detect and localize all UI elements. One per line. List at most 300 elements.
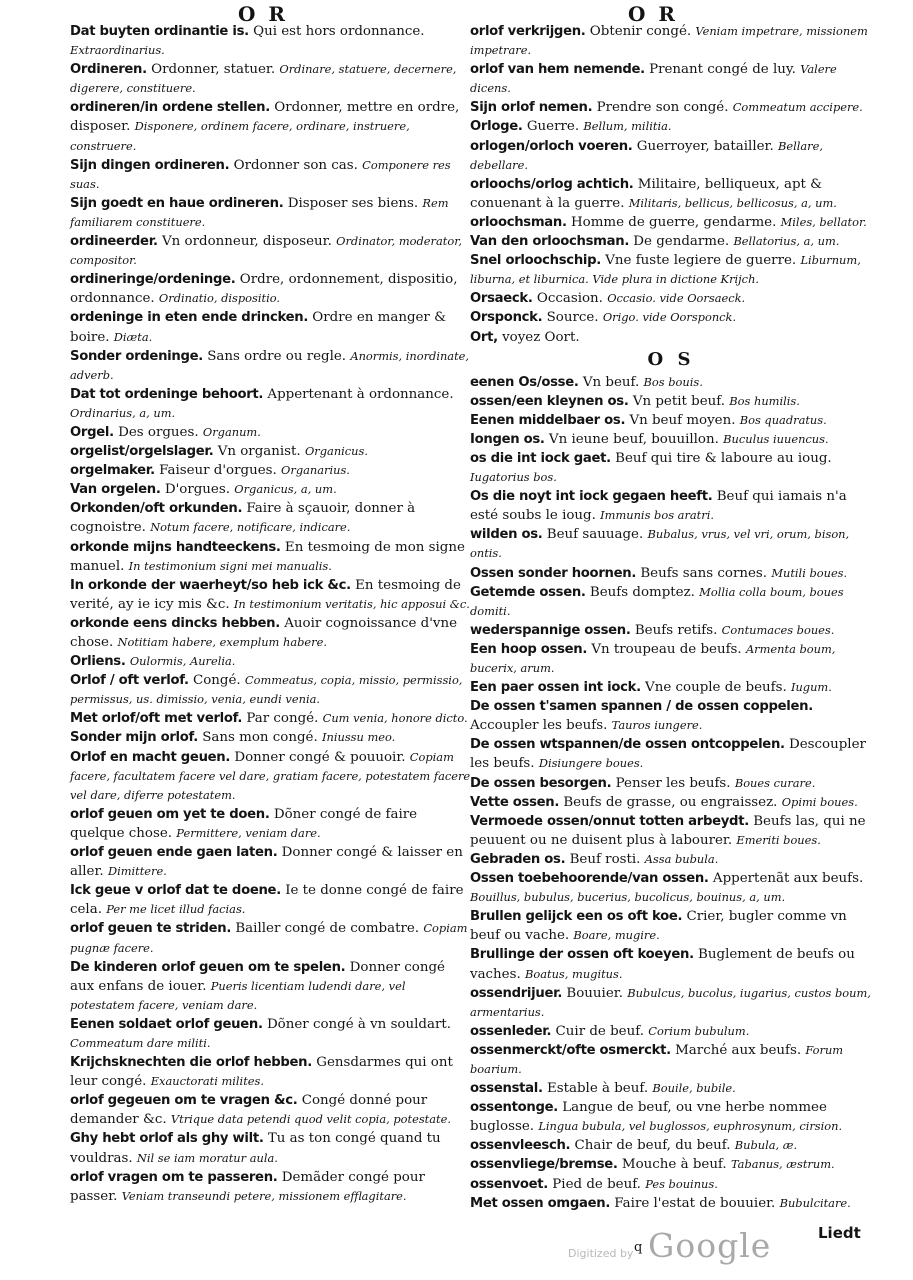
dictionary-entry — [470, 308, 872, 327]
latin-gloss: Tabanus, æstrum. — [730, 1157, 835, 1172]
dictionary-entry — [70, 538, 472, 576]
headword: ordineren/in ordene stellen. — [70, 100, 270, 116]
headword: Vermoede ossen/onnut totten arbeydt. — [470, 813, 749, 829]
digitized-by-text: Digitized by — [568, 1247, 634, 1260]
dictionary-entry — [470, 430, 872, 449]
headword: Met orlof/oft met verlof. — [70, 711, 243, 727]
dictionary-entry — [70, 60, 472, 98]
headword: orgelist/orgelslager. — [70, 444, 214, 460]
headword: os die int iock gaet. — [470, 450, 611, 466]
french-gloss: Ordre en manger & boire. — [70, 310, 447, 345]
dictionary-entry — [470, 1194, 872, 1213]
latin-gloss: Ordinarius, a, um. — [70, 405, 176, 420]
french-gloss: Sans ordre ou regle. — [207, 348, 347, 364]
dictionary-entry — [70, 499, 472, 537]
latin-gloss: Permittere, veniam dare. — [176, 825, 321, 840]
latin-gloss: Ordinator, moderator, compositor. — [70, 234, 463, 268]
french-gloss: Guerroyer, batailler. — [636, 138, 774, 154]
french-gloss: Vn beuf. — [582, 374, 640, 390]
french-gloss: Vn organist. — [217, 444, 301, 460]
french-gloss: Gensdarmes qui ont leur congé. — [70, 1055, 453, 1090]
latin-gloss: Immunis bos aratri. — [600, 508, 714, 523]
google-watermark: Google — [648, 1226, 772, 1265]
french-gloss: Beuf qui iamais n'a esté soubs le ioug. — [470, 489, 847, 524]
dictionary-entry — [470, 1098, 872, 1136]
latin-gloss: Boatus, mugitus. — [525, 966, 623, 981]
french-gloss: Bailler congé de combatre. — [235, 921, 420, 937]
latin-gloss: Cum venia, honore dicto. — [322, 711, 468, 726]
headword: Brullen gelijck een os oft koe. — [470, 909, 683, 925]
dictionary-entry — [470, 251, 872, 289]
latin-gloss: Veniam transeundi petere, missionem efflagitare. — [121, 1188, 407, 1203]
latin-gloss: Notum facere, notificare, indicare. — [150, 520, 351, 535]
headword: Iongen os. — [470, 431, 545, 447]
french-gloss: Donner congé & laisser en aller. — [70, 845, 463, 880]
dictionary-entry — [470, 373, 872, 392]
latin-gloss: Vtrique data petendi quod velit copia, potestate. — [170, 1112, 451, 1127]
french-gloss: Vn ordonneur, disposeur. — [162, 234, 332, 250]
headword: ossen/een kleynen os. — [470, 393, 629, 409]
latin-gloss: Bubulcitare. — [779, 1195, 851, 1210]
dictionary-entry — [470, 945, 872, 983]
dictionary-entry — [70, 270, 472, 308]
headword: Van den orloochsman. — [470, 234, 630, 250]
headword: Vette ossen. — [470, 794, 560, 810]
french-gloss: Beufs de grasse, ou engraissez. — [563, 794, 778, 810]
french-gloss: Faiseur d'orgues. — [159, 463, 277, 479]
french-gloss: Disposer ses biens. — [287, 195, 419, 211]
headword: orlof verkrijgen. — [470, 24, 586, 39]
headword: Ghy hebt orlof als ghy wilt. — [70, 1131, 264, 1147]
latin-gloss: Bos quadratus. — [739, 412, 827, 427]
catch-word: Liedt — [818, 1224, 861, 1242]
dictionary-entry — [470, 1155, 872, 1174]
dictionary-entry — [70, 709, 472, 728]
latin-gloss: Oulormis, Aurelia. — [129, 654, 236, 669]
headword: In orkonde der waerheyt/so heb ick &c. — [70, 577, 351, 593]
latin-gloss: Pueris licentiam ludendi dare, vel potestatem facere, veniam dare. — [70, 978, 406, 1012]
headword: De ossen wtspannen/de ossen ontcoppelen. — [470, 737, 785, 753]
dictionary-entry — [470, 289, 872, 308]
latin-gloss: Bos humilis. — [729, 393, 800, 408]
latin-gloss: Militaris, bellicus, bellicosus, a, um. — [628, 195, 837, 210]
french-gloss: Demãder congé pour passer. — [70, 1169, 425, 1204]
latin-gloss: Opimi boues. — [781, 794, 858, 809]
headword: Orliens. — [70, 654, 126, 670]
headword: Sonder ordeninge. — [70, 348, 203, 364]
headword: Een paer ossen int iock. — [470, 680, 641, 696]
latin-gloss: Bouile, bubile. — [652, 1081, 736, 1096]
dictionary-entry — [470, 392, 872, 411]
latin-gloss: Veniam impetrare, missionem impetrare. — [470, 24, 868, 58]
dictionary-entry — [70, 98, 472, 155]
french-gloss: Beufs las, qui ne peuuent ou ne duisent plus à labourer. — [470, 813, 866, 848]
latin-gloss: Boues curare. — [734, 775, 816, 790]
latin-gloss: In testimonium signi mei manualis. — [128, 558, 332, 573]
latin-gloss: Assa bubula. — [644, 851, 719, 866]
latin-gloss: Commeatum accipere. — [732, 100, 863, 115]
headword: De ossen t'samen spannen / de ossen coppelen. — [470, 699, 813, 715]
dictionary-entry — [470, 137, 872, 175]
latin-gloss: Organarius. — [281, 463, 350, 478]
dictionary-entry — [470, 175, 872, 213]
latin-gloss: Iugatorius bos. — [470, 470, 557, 485]
french-gloss: Marché aux beufs. — [675, 1042, 802, 1058]
headword: orgelmaker. — [70, 463, 155, 479]
french-gloss: Accoupler les beufs. — [470, 718, 608, 734]
headword: Van orgelen. — [70, 482, 161, 498]
french-gloss: Beuf sauuage. — [546, 527, 644, 543]
latin-gloss: Liburnum, liburna, et liburnica. Vide plura in dictione Krijch. — [470, 253, 861, 287]
dictionary-entry — [70, 958, 472, 1015]
french-gloss: Appertenant à ordonnance. — [267, 386, 454, 402]
headword: orloochsman. — [470, 214, 567, 230]
dictionary-entry — [70, 671, 472, 709]
latin-gloss: Bubalus, vrus, vel vri, orum, bison, ontis. — [470, 527, 850, 561]
dictionary-entry — [70, 1091, 472, 1129]
french-gloss: Ordonner, statuer. — [151, 62, 276, 78]
french-gloss: Homme de guerre, gendarme. — [570, 214, 777, 230]
dictionary-entry — [70, 1168, 472, 1206]
header-right: O R — [628, 2, 679, 26]
headword: orlof vragen om te passeren. — [70, 1169, 278, 1185]
dictionary-entry — [470, 907, 872, 945]
french-gloss: Congé donné pour demander &c. — [70, 1093, 428, 1128]
french-gloss: Beufs retifs. — [634, 622, 718, 638]
dictionary-entry — [70, 232, 472, 270]
dictionary-entry — [470, 232, 872, 251]
dictionary-entry — [470, 869, 872, 907]
latin-gloss: Copiam facere, facultatem facere vel dare, gratiam facere, potestatem facere vel dare, diferre potestatem. — [70, 749, 471, 802]
latin-gloss: Organicus, a, um. — [234, 482, 337, 497]
french-gloss: Ordre, ordonnement, dispositio, ordonnance. — [70, 272, 458, 307]
latin-gloss: Componere res suas. — [70, 157, 451, 191]
headword: orlof van hem nemende. — [470, 62, 645, 78]
latin-gloss: Commeatus, copia, missio, permissio, permissus, us. dimissio, venia, eundi venia. — [70, 673, 463, 707]
dictionary-entry — [70, 576, 472, 614]
latin-gloss: Disponere, ordinem facere, ordinare, instruere, construere. — [70, 119, 410, 153]
headword: Snel orloochschip. — [470, 253, 601, 269]
headword: Krijchsknechten die orlof hebben. — [70, 1055, 312, 1071]
dictionary-entry — [470, 328, 872, 347]
french-gloss: Qui est hors ordonnance. — [253, 24, 425, 39]
latin-gloss: Boare, mugire. — [573, 928, 660, 943]
latin-gloss: Dimittere. — [107, 864, 167, 879]
headword: Sijn dingen ordineren. — [70, 157, 230, 173]
french-gloss: Faire à sçauoir, donner à cognoistre. — [70, 501, 416, 536]
french-gloss: Source. — [546, 310, 599, 326]
dictionary-entry — [470, 812, 872, 850]
section-heading: O S — [647, 348, 695, 370]
headword: orkonde mijns handteeckens. — [70, 539, 281, 555]
french-gloss: Ie te donne congé de faire cela. — [70, 883, 464, 918]
headword: Orlof / oft verlof. — [70, 673, 189, 689]
headword: ossentonge. — [470, 1100, 558, 1116]
french-gloss: Bouuier. — [566, 985, 623, 1001]
headword: orlof geuen om yet te doen. — [70, 806, 270, 822]
headword: Orsponck. — [470, 310, 543, 326]
latin-gloss: Disiungere boues. — [538, 756, 644, 771]
headword: orlof geuen te striden. — [70, 921, 232, 937]
dictionary-entry — [470, 793, 872, 812]
dictionary-entry — [470, 678, 872, 697]
french-gloss: Prenant congé de luy. — [649, 62, 796, 78]
latin-gloss: Bos bouis. — [643, 374, 703, 389]
french-gloss: Prendre son congé. — [596, 100, 729, 116]
headword: Eenen middelbaer os. — [470, 412, 626, 428]
dictionary-entry — [470, 1041, 872, 1079]
latin-gloss: Bubula, æ. — [734, 1138, 798, 1153]
latin-gloss: Anormis, inordinate, adverb. — [70, 348, 470, 382]
dictionary-entry — [70, 461, 472, 480]
french-gloss: Beufs domptez. — [589, 584, 695, 600]
dictionary-entry — [470, 735, 872, 773]
dictionary-entry — [470, 22, 872, 60]
headword: Ort, — [470, 329, 498, 345]
headword: eenen Os/osse. — [470, 374, 579, 390]
headword: Sonder mijn orlof. — [70, 730, 198, 746]
latin-gloss: Ordinatio, dispositio. — [158, 291, 280, 306]
latin-gloss: Valere dicens. — [470, 62, 837, 96]
latin-gloss: Commeatum dare militi. — [70, 1035, 211, 1050]
french-gloss: Donner congé aux enfans de iouer. — [70, 959, 445, 994]
dictionary-entry — [470, 1022, 872, 1041]
dictionary-entry — [70, 385, 472, 423]
headword: wederspannige ossen. — [470, 622, 631, 638]
headword: orlogen/orloch voeren. — [470, 138, 633, 154]
latin-gloss: Iniussu meo. — [322, 730, 396, 745]
dictionary-entry — [70, 881, 472, 919]
dictionary-entry — [70, 480, 472, 499]
latin-gloss: Nil se iam moratur aula. — [136, 1150, 278, 1165]
french-gloss: Penser les beufs. — [615, 775, 731, 791]
headword: orloochs/orlog achtich. — [470, 176, 634, 192]
french-gloss: Des orgues. — [118, 424, 199, 440]
latin-gloss: Forum boarium. — [470, 1042, 844, 1076]
headword: Brullinge der ossen oft koeyen. — [470, 947, 694, 963]
headword: Sijn goedt en haue ordineren. — [70, 195, 284, 211]
right-column — [470, 22, 872, 1213]
dictionary-entry — [470, 583, 872, 621]
headword: ossenstal. — [470, 1081, 543, 1097]
french-gloss: Dõner congé à vn souldart. — [266, 1016, 451, 1032]
french-gloss: Cuir de beuf. — [555, 1023, 644, 1039]
dictionary-entry — [470, 449, 872, 487]
dictionary-entry — [70, 1015, 472, 1053]
header-left: O R — [238, 2, 289, 26]
left-column — [70, 22, 472, 1206]
dictionary-entry — [70, 652, 472, 671]
french-gloss: Ordonner, mettre en ordre, disposer. — [70, 100, 460, 135]
french-gloss: Beuf qui tire & laboure au ioug. — [615, 450, 832, 466]
dictionary-entry — [70, 614, 472, 652]
latin-gloss: Mollia colla boum, boues domiti. — [470, 584, 844, 618]
french-gloss: En tesmoing de verité, ay ie icy mis &c. — [70, 577, 461, 612]
dictionary-entry — [70, 156, 472, 194]
dictionary-entry — [470, 525, 872, 563]
french-gloss: Mouche à beuf. — [621, 1157, 727, 1173]
french-gloss: En tesmoing de mon signe manuel. — [70, 539, 465, 574]
dictionary-entry — [470, 621, 872, 640]
latin-gloss: Ordinare, statuere, decernere, digerere, constituere. — [70, 62, 457, 96]
french-gloss: voyez Oort. — [502, 329, 580, 345]
headword: Sijn orlof nemen. — [470, 100, 593, 116]
latin-gloss: Bubulcus, bucolus, iugarius, custos boum, armentarius. — [470, 985, 871, 1019]
headword: Ick geue v orlof dat te doene. — [70, 883, 281, 899]
headword: Met ossen omgaen. — [470, 1195, 611, 1211]
latin-gloss: Tauros iungere. — [611, 718, 703, 733]
french-gloss: Occasion. — [536, 291, 603, 307]
french-gloss: Ordonner son cas. — [233, 157, 358, 173]
dictionary-entry — [470, 98, 872, 117]
headword: ordineringe/ordeninge. — [70, 272, 236, 288]
dictionary-entry — [470, 213, 872, 232]
headword: De kinderen orlof geuen om te spelen. — [70, 959, 346, 975]
dictionary-entry — [70, 1053, 472, 1091]
french-gloss: Descoupler les beufs. — [470, 737, 866, 772]
dictionary-entry — [70, 1129, 472, 1167]
dictionary-entry — [70, 748, 472, 805]
latin-gloss: Miles, bellator. — [780, 214, 867, 229]
headword: Orsaeck. — [470, 291, 533, 307]
headword: ossenmerckt/ofte osmerckt. — [470, 1042, 671, 1058]
headword: wilden os. — [470, 527, 543, 543]
headword: Orkonden/oft orkunden. — [70, 501, 243, 517]
headword: De ossen besorgen. — [470, 775, 612, 791]
french-gloss: Buglement de beufs ou vaches. — [470, 947, 855, 982]
latin-gloss: Pes bouinus. — [645, 1176, 718, 1191]
french-gloss: Vne couple de beufs. — [645, 680, 787, 696]
french-gloss: Pied de beuf. — [552, 1176, 641, 1192]
latin-gloss: Buculus iuuencus. — [723, 431, 829, 446]
dictionary-entry — [70, 442, 472, 461]
latin-gloss: Origo. vide Oorsponck. — [602, 310, 737, 325]
headword: Dat buyten ordinantie is. — [70, 24, 249, 39]
french-gloss: Par congé. — [246, 711, 319, 727]
headword: Gebraden os. — [470, 851, 566, 867]
headword: orlof geuen ende gaen laten. — [70, 845, 278, 861]
headword: Orloge. — [470, 119, 523, 135]
french-gloss: Tu as ton congé quand tu vouldras. — [70, 1131, 441, 1166]
dictionary-entry — [470, 1079, 872, 1098]
french-gloss: Congé. — [192, 673, 241, 689]
dictionary-entry — [470, 411, 872, 430]
french-gloss: Crier, bugler comme vn beuf ou vache. — [470, 909, 847, 944]
latin-gloss: Copiam pugnæ facere. — [70, 921, 468, 955]
french-gloss: Vn troupeau de beufs. — [591, 641, 742, 657]
latin-gloss: Bouillus, bubulus, bucerius, bucolicus, bouinus, a, um. — [470, 890, 786, 905]
latin-gloss: Rem familiarem constituere. — [70, 195, 449, 229]
latin-gloss: Organicus. — [304, 444, 368, 459]
dictionary-entry — [70, 347, 472, 385]
latin-gloss: Extraordinarius. — [70, 43, 165, 58]
latin-gloss: Bellum, militia. — [583, 119, 672, 134]
headword: Orgel. — [70, 424, 114, 440]
headword: ossenvliege/bremse. — [470, 1157, 618, 1173]
dictionary-entry — [470, 487, 872, 525]
headword: ossenleder. — [470, 1023, 552, 1039]
latin-gloss: Notitiam habere, exemplum habere. — [117, 635, 327, 649]
dictionary-entry — [70, 194, 472, 232]
french-gloss: Beufs sans cornes. — [640, 565, 768, 581]
headword: ordineerder. — [70, 234, 158, 250]
french-gloss: D'orgues. — [164, 482, 230, 498]
page-number: q — [634, 1240, 643, 1255]
dictionary-entry — [70, 22, 472, 60]
latin-gloss: Contumaces boues. — [721, 622, 835, 637]
french-gloss: Vn petit beuf. — [632, 393, 726, 409]
latin-gloss: Per me licet illud facias. — [106, 902, 246, 917]
french-gloss: Vn ieune beuf, bouuillon. — [548, 431, 719, 447]
french-gloss: Chair de beuf, du beuf. — [574, 1138, 731, 1154]
dictionary-entry — [70, 423, 472, 442]
dictionary-entry — [470, 117, 872, 136]
dictionary-entry — [70, 843, 472, 881]
latin-gloss: In testimonium veritatis, hic apposui &c. — [233, 596, 470, 611]
latin-gloss: Exauctorati milites. — [150, 1074, 264, 1089]
french-gloss: Obtenir congé. — [589, 24, 692, 39]
french-gloss: Sans mon congé. — [202, 730, 318, 746]
headword: orlof gegeuen om te vragen &c. — [70, 1093, 298, 1109]
headword: ossendrijuer. — [470, 985, 563, 1001]
dictionary-entry — [470, 984, 872, 1022]
french-gloss: Dõner congé de faire quelque chose. — [70, 806, 418, 841]
dictionary-entry — [70, 805, 472, 843]
french-gloss: Appertenãt aux beufs. — [712, 871, 864, 887]
headword: ordeninge in eten ende drincken. — [70, 310, 309, 326]
latin-gloss: Mutili boues. — [771, 565, 848, 580]
french-gloss: Auoir cognoissance d'vne chose. — [70, 615, 458, 650]
french-gloss: Militaire, belliqueux, apt & conuenant à la guerre. — [470, 176, 823, 211]
dictionary-entry — [470, 697, 872, 735]
dictionary-entry — [470, 564, 872, 583]
headword: Ordineren. — [70, 62, 147, 78]
headword: Eenen soldaet orlof geuen. — [70, 1016, 263, 1032]
french-gloss: Estable à beuf. — [546, 1081, 649, 1097]
headword: Dat tot ordeninge behoort. — [70, 386, 264, 402]
latin-gloss: Diæta. — [113, 329, 153, 344]
dictionary-entry — [70, 728, 472, 747]
dictionary-entry — [470, 774, 872, 793]
latin-gloss: Iugum. — [790, 680, 832, 695]
latin-gloss: Emeriti boues. — [736, 832, 821, 847]
latin-gloss: Corium bubulum. — [648, 1023, 750, 1038]
dictionary-entry — [470, 1136, 872, 1155]
french-gloss: De gendarme. — [633, 234, 730, 250]
latin-gloss: Bellare, debellare. — [470, 138, 823, 172]
latin-gloss: Bellatorius, a, um. — [733, 234, 840, 249]
french-gloss: Beuf rosti. — [569, 851, 641, 867]
headword: Orlof en macht geuen. — [70, 749, 231, 765]
dictionary-entry — [470, 850, 872, 869]
headword: orkonde eens dincks hebben. — [70, 615, 280, 631]
latin-gloss: Occasio. vide Oorsaeck. — [607, 291, 746, 306]
headword: ossenvoet. — [470, 1176, 549, 1192]
latin-gloss: Lingua bubula, vel buglossos, euphrosynum, cirsion. — [538, 1119, 843, 1134]
french-gloss: Langue de beuf, ou vne herbe nommee buglosse. — [470, 1100, 827, 1135]
french-gloss: Vne fuste legiere de guerre. — [605, 253, 797, 269]
headword: Een hoop ossen. — [470, 641, 588, 657]
french-gloss: Faire l'estat de bouuier. — [614, 1195, 776, 1211]
french-gloss: Donner congé & pouuoir. — [234, 749, 406, 765]
latin-gloss: Armenta boum, bucerix, arum. — [470, 641, 836, 675]
french-gloss: Guerre. — [526, 119, 580, 135]
headword: Ossen sonder hoornen. — [470, 565, 637, 581]
dictionary-entry — [470, 1175, 872, 1194]
dictionary-entry — [470, 60, 872, 98]
headword: Os die noyt int iock gegaen heeft. — [470, 489, 713, 505]
dictionary-entry — [470, 640, 872, 678]
